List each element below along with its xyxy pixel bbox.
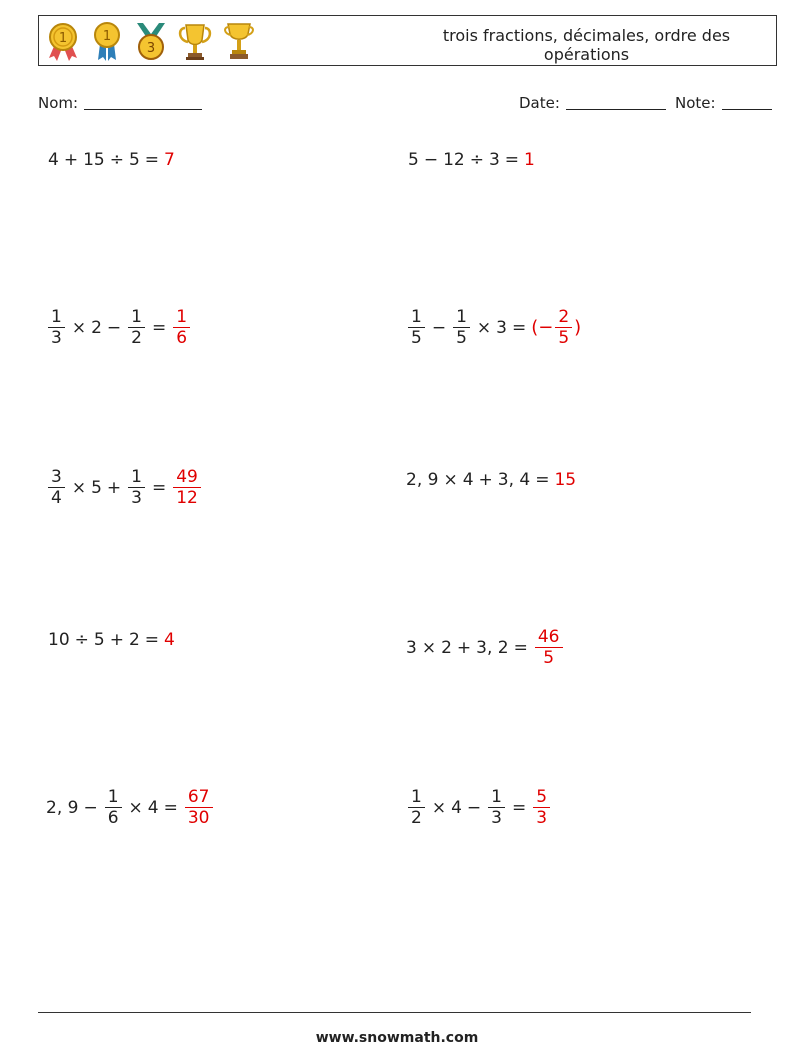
denominator: 3 bbox=[536, 808, 548, 828]
operand: 4 bbox=[147, 797, 159, 818]
svg-text:3: 3 bbox=[146, 41, 156, 56]
problem-6 bbox=[406, 470, 576, 490]
operator: + bbox=[109, 630, 124, 650]
operand: 4 bbox=[451, 797, 462, 818]
operand: 2 bbox=[441, 637, 452, 658]
numerator: 2 bbox=[555, 307, 572, 328]
fraction bbox=[488, 787, 505, 828]
answer-fraction bbox=[555, 307, 572, 348]
equals-sign: = bbox=[163, 797, 178, 818]
grade-label: Note: bbox=[675, 94, 716, 112]
answer-fraction bbox=[173, 467, 201, 508]
denominator: 5 bbox=[558, 328, 570, 348]
denominator: 2 bbox=[131, 328, 142, 348]
date-blank[interactable] bbox=[566, 95, 666, 110]
footer-divider bbox=[38, 1012, 751, 1013]
equals-sign: = bbox=[144, 150, 160, 170]
answer bbox=[171, 467, 203, 508]
fraction bbox=[48, 467, 65, 508]
operand: 5 bbox=[93, 630, 105, 650]
operator: + bbox=[456, 637, 472, 658]
equals-sign: = bbox=[511, 797, 527, 818]
denominator: 5 bbox=[456, 328, 467, 348]
medal-icons bbox=[45, 20, 257, 62]
answer: 7 bbox=[164, 150, 175, 170]
answer: 15 bbox=[554, 470, 577, 490]
operator: × bbox=[476, 317, 492, 338]
grade-blank[interactable] bbox=[722, 95, 772, 110]
denominator: 4 bbox=[51, 488, 62, 508]
trophy-handles-icon bbox=[177, 20, 213, 62]
date-field bbox=[519, 94, 666, 112]
equals-sign: = bbox=[511, 317, 527, 338]
problem-2 bbox=[408, 150, 535, 170]
numerator: 1 bbox=[105, 787, 122, 808]
fraction bbox=[408, 307, 425, 348]
denominator: 5 bbox=[411, 328, 422, 348]
operand: 3 bbox=[488, 150, 500, 170]
denominator: 5 bbox=[543, 648, 555, 668]
problem-9 bbox=[46, 787, 215, 828]
gold-medal-1-icon bbox=[45, 20, 81, 62]
blue-ribbon-medal-1-icon bbox=[89, 20, 125, 62]
answer bbox=[531, 787, 552, 828]
answer-fraction bbox=[533, 787, 550, 828]
answer: 4 bbox=[164, 630, 175, 650]
denominator: 2 bbox=[411, 808, 422, 828]
problem-1 bbox=[48, 150, 175, 170]
operand: 4 bbox=[462, 470, 474, 490]
left-paren: (− bbox=[531, 317, 554, 338]
denominator: 6 bbox=[107, 808, 119, 828]
denominator: 12 bbox=[176, 488, 198, 508]
name-blank[interactable] bbox=[84, 95, 202, 110]
problem-8 bbox=[406, 627, 565, 668]
numerator: 1 bbox=[488, 787, 505, 808]
answer: 1 bbox=[524, 150, 535, 170]
operand: 2, 9 bbox=[406, 470, 439, 490]
numerator: 3 bbox=[48, 467, 65, 488]
numerator: 1 bbox=[408, 787, 425, 808]
equals-sign: = bbox=[151, 317, 167, 338]
numerator: 46 bbox=[535, 627, 563, 648]
operator: × bbox=[71, 317, 87, 338]
answer-fraction bbox=[535, 627, 563, 668]
date-label: Date: bbox=[519, 94, 560, 112]
operator: − bbox=[106, 317, 122, 338]
operand: 3, 2 bbox=[476, 637, 509, 658]
operand: 2, 9 bbox=[46, 797, 79, 818]
operand: 5 bbox=[91, 477, 102, 498]
denominator: 3 bbox=[51, 328, 62, 348]
operand: 2 bbox=[91, 317, 102, 338]
operator: ÷ bbox=[109, 150, 124, 170]
numerator: 67 bbox=[185, 787, 213, 808]
numerator: 1 bbox=[128, 307, 145, 328]
numerator: 49 bbox=[173, 467, 201, 488]
denominator: 30 bbox=[187, 808, 210, 828]
operand: 3, 4 bbox=[497, 470, 531, 490]
fraction bbox=[128, 307, 145, 348]
problem-10 bbox=[406, 787, 552, 828]
answer-fraction bbox=[173, 307, 190, 348]
equals-sign: = bbox=[504, 150, 520, 170]
bronze-medal-3-icon bbox=[133, 20, 169, 62]
fraction bbox=[453, 307, 470, 348]
numerator: 1 bbox=[173, 307, 190, 328]
numerator: 1 bbox=[48, 307, 65, 328]
numerator: 5 bbox=[533, 787, 550, 808]
operator: × bbox=[443, 470, 458, 490]
worksheet-header bbox=[38, 15, 777, 66]
operator: − bbox=[431, 317, 447, 338]
operator: × bbox=[71, 477, 87, 498]
equals-sign: = bbox=[535, 470, 550, 490]
operand: 2 bbox=[128, 630, 140, 650]
denominator: 6 bbox=[176, 328, 188, 348]
operator: + bbox=[106, 477, 122, 498]
operand: 12 bbox=[443, 150, 465, 170]
grade-field bbox=[675, 94, 772, 112]
denominator: 3 bbox=[491, 808, 502, 828]
numerator: 1 bbox=[408, 307, 425, 328]
equals-sign: = bbox=[513, 637, 528, 658]
operator: × bbox=[421, 637, 437, 658]
svg-text:1: 1 bbox=[58, 31, 68, 46]
problem-5 bbox=[46, 467, 203, 508]
answer bbox=[533, 627, 565, 668]
operator: + bbox=[478, 470, 493, 490]
operator: × bbox=[431, 797, 447, 818]
operand: 10 bbox=[48, 630, 70, 650]
operator: − bbox=[466, 797, 482, 818]
operator: + bbox=[63, 150, 79, 170]
fraction bbox=[48, 307, 65, 348]
denominator: 3 bbox=[131, 488, 142, 508]
operator: − bbox=[83, 797, 98, 818]
operand: 4 bbox=[48, 150, 59, 170]
operator: × bbox=[128, 797, 143, 818]
fraction bbox=[128, 467, 145, 508]
operand: 5 bbox=[128, 150, 140, 170]
right-paren: ) bbox=[574, 317, 582, 338]
operator: ÷ bbox=[74, 630, 89, 650]
answer bbox=[531, 307, 581, 348]
fraction bbox=[105, 787, 122, 828]
operand: 3 bbox=[406, 637, 417, 658]
operand: 3 bbox=[496, 317, 507, 338]
answer bbox=[183, 787, 215, 828]
svg-text:1: 1 bbox=[102, 29, 112, 44]
name-label: Nom: bbox=[38, 94, 79, 112]
problem-4 bbox=[406, 307, 581, 348]
operand: 15 bbox=[83, 150, 105, 170]
operator: ÷ bbox=[469, 150, 484, 170]
problem-3 bbox=[46, 307, 192, 348]
name-field bbox=[38, 94, 202, 112]
operator: − bbox=[423, 150, 439, 170]
answer bbox=[171, 307, 192, 348]
answer-fraction bbox=[185, 787, 213, 828]
worksheet-title: trois fractions, décimales, ordre des opérations bbox=[442, 26, 731, 64]
gold-trophy-icon bbox=[221, 20, 257, 62]
numerator: 1 bbox=[128, 467, 145, 488]
problem-7 bbox=[48, 630, 175, 650]
numerator: 1 bbox=[453, 307, 470, 328]
footer-url[interactable]: www.snowmath.com bbox=[315, 1030, 479, 1046]
operand: 5 bbox=[408, 150, 419, 170]
equals-sign: = bbox=[151, 477, 167, 498]
equals-sign: = bbox=[144, 630, 160, 650]
fraction bbox=[408, 787, 425, 828]
